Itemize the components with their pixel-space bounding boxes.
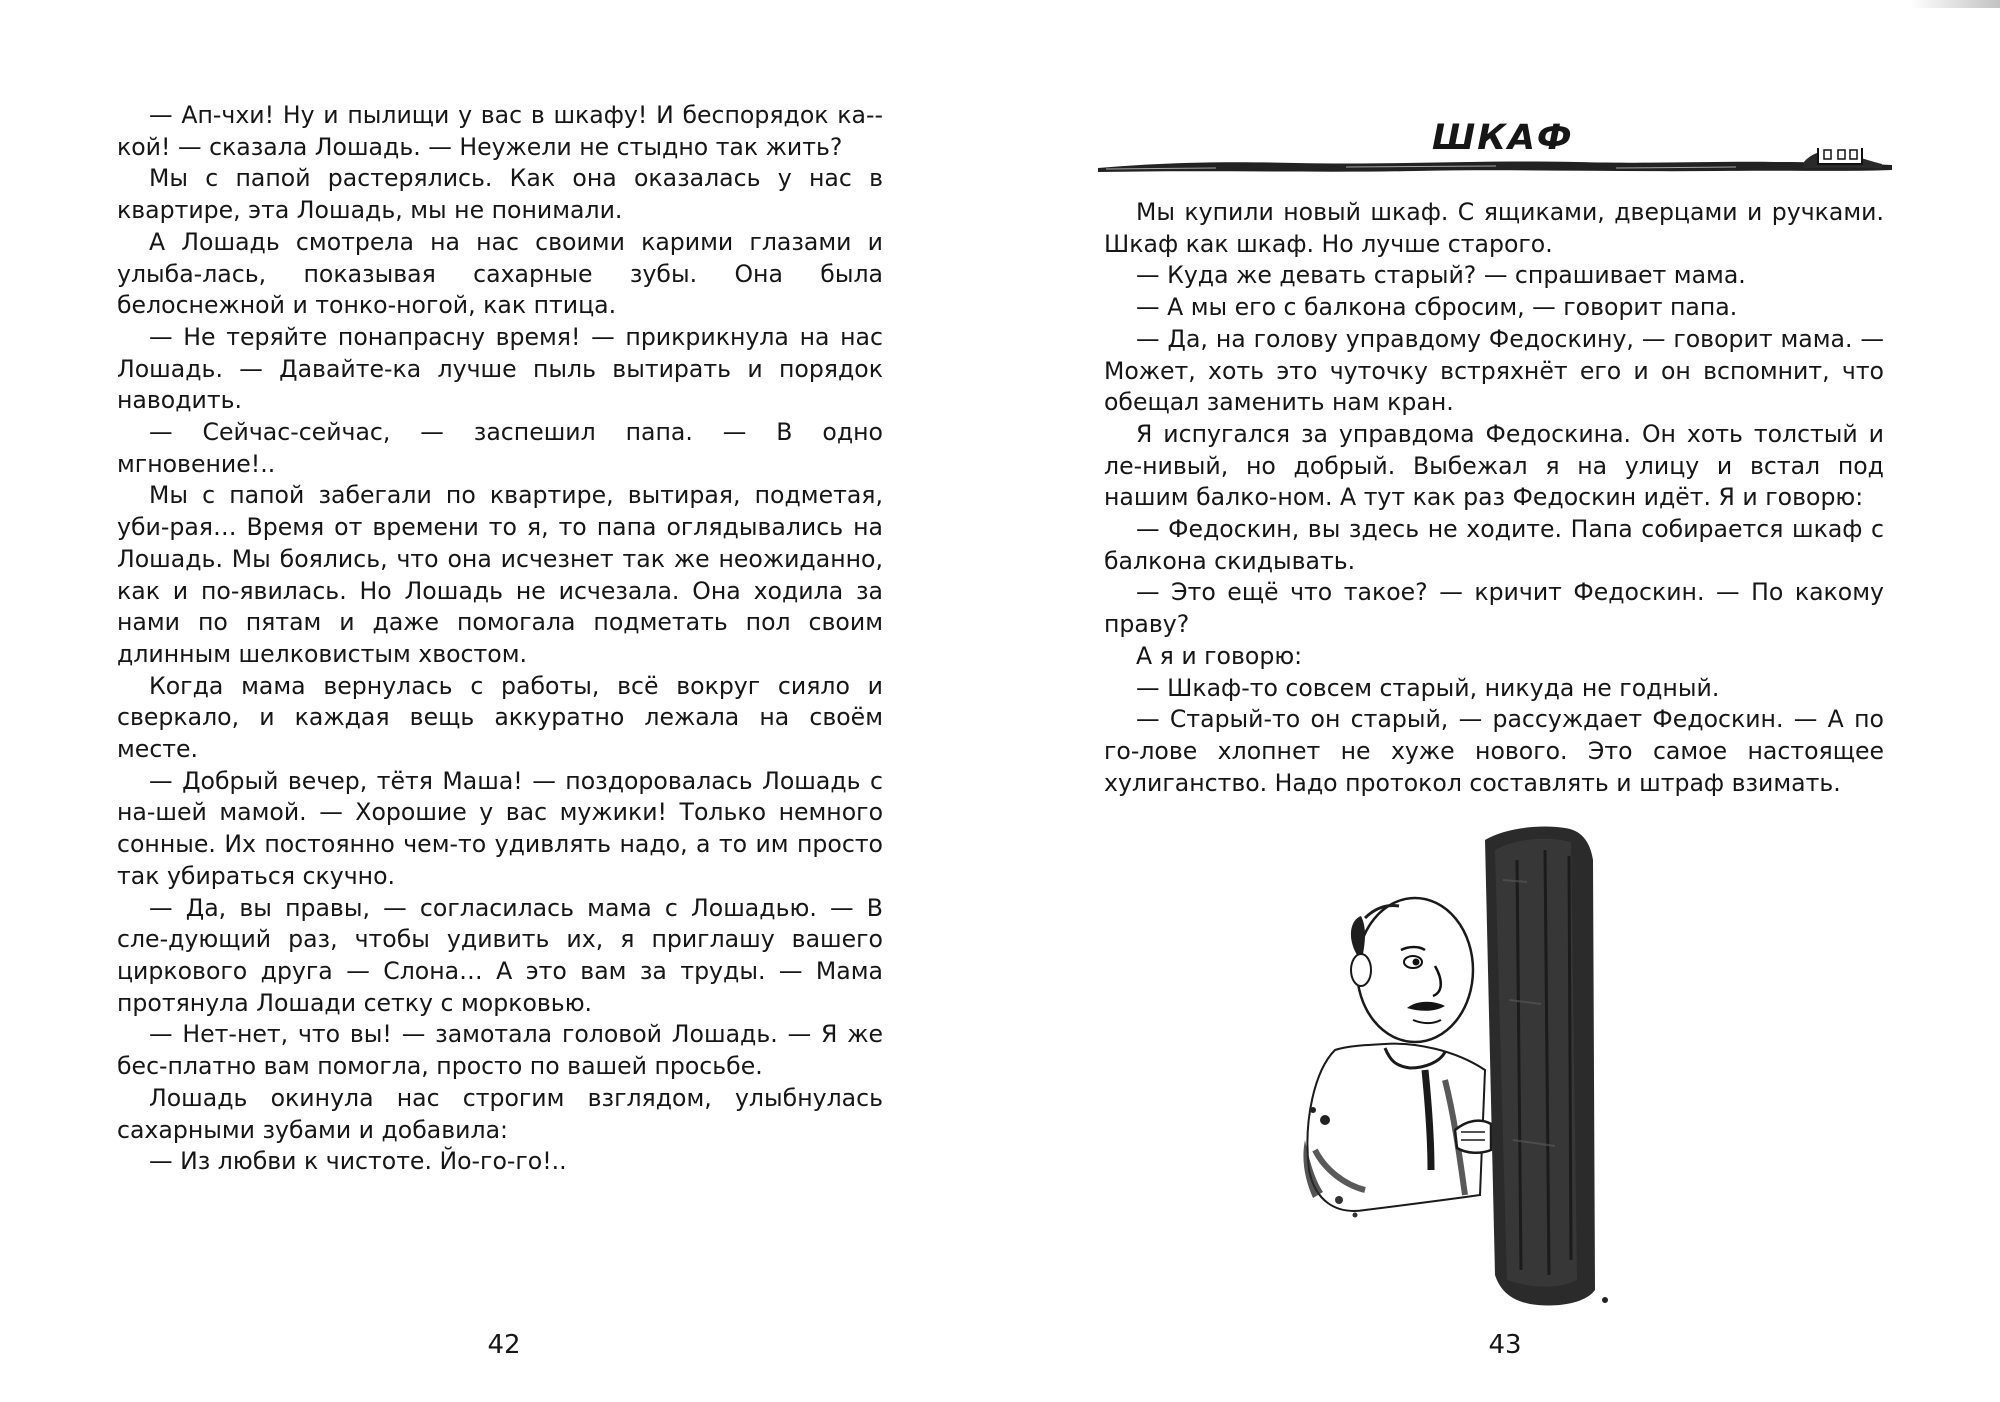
chapter-header (1096, 110, 1894, 180)
man-behind-wardrobe-illustration (1295, 820, 1655, 1310)
paragraph: Мы с папой растерялись. Как она оказалась у нас в квартире, эта Лошадь, мы не понимали. (117, 164, 883, 225)
paragraph: — Из любви к чистоте. Йо-го-го!.. (149, 1147, 567, 1176)
paragraph: — Сейчас-сейчас, — заспешил папа. — В одно мгновение!.. (117, 418, 883, 478)
page-number-left: 42 (487, 1330, 521, 1360)
right-page-text (1104, 197, 1884, 799)
page-number-right: 43 (1488, 1330, 1522, 1360)
paragraph: — Старый-то он старый, — рассуждает Федоскин. — А по го-лове хлопнет не хуже нового. Это самое настоящее хулиганство. Надо протокол составлять и штраф взимать. (1104, 705, 1884, 797)
paragraph: — А мы его с балкона сбросим, — говорит папа. (1136, 293, 1738, 322)
paragraph: — Нет-нет, что вы! — замотала головой Лошадь. — Я же бес-платно вам помогла, просто по вашей просьбе. (117, 1020, 883, 1081)
paragraph: Когда мама вернулась с работы, всё вокруг сияло и сверкало, и каждая вещь аккуратно лежала на своём месте. (117, 671, 883, 764)
paragraph: А я и говорю: (1136, 641, 1303, 670)
paragraph: — Федоскин, вы здесь не ходите. Папа собирается шкаф с балкона скидывать. (1104, 515, 1884, 575)
paragraph: — Да, вы правы, — согласилась мама с Лошадью. — В сле-дующий раз, чтобы удивить их, я приглашу вашего циркового друга — Слона… А это вам за труды. — Мама протянула Лошади сетку с морковью. (117, 893, 883, 1017)
paragraph: — Куда же девать старый? — спрашивает мама. (1136, 261, 1746, 290)
paragraph: — Да, на голову управдому Федоскину, — говорит мама. — Может, хоть это чуточку встряхнёт его и он вспомнит, что обещал заменить нам кран. (1104, 324, 1884, 417)
chapter-title: ШКАФ (1432, 118, 1574, 158)
right-page (1000, 0, 2000, 1402)
paragraph: Мы с папой забегали по квартире, вытирая, подметая, уби-рая… Время от времени то я, то папа оглядывались на Лошадь. Мы боялись, что она исчезнет так же неожиданно, как и по-явилась. Но Лошадь не исчезала. Она ходила за нами по пятам и даже помогала подметать пол своим длинным шелковистым хвостом. (117, 481, 883, 668)
paragraph: — Добрый вечер, тётя Маша! — поздоровалась Лошадь с на-шей мамой. — Хорошие у вас мужики! Только немного сонные. Их постоянно чем-то удивлять надо, а то им просто так убираться скучно. (117, 766, 883, 890)
paragraph: — Шкаф-то совсем старый, никуда не годный. (1136, 673, 1720, 702)
paragraph: — Ап-чхи! Ну и пылищи у вас в шкафу! И беспорядок ка-кой! — сказала Лошадь. — Неужели не стыдно так жить? (117, 101, 883, 161)
paragraph: Я испугался за управдома Федоскина. Он хоть толстый и ле-нивый, но добрый. Выбежал я на улицу и встал под нашим балко-ном. А тут как раз Федоскин идёт. Я и говорю: (1104, 419, 1884, 512)
paragraph: Лошадь окинула нас строгим взглядом, улыбнулась сахарными зубами и добавила: (117, 1083, 883, 1144)
paragraph: А Лошадь смотрела на нас своими карими глазами и улыба-лась, показывая сахарные зубы. Она была белоснежной и тонко-ногой, как птица. (117, 227, 883, 320)
house-on-hill-icon (1804, 148, 1882, 168)
paragraph: — Это ещё что такое? — кричит Федоскин. — По какому праву? (1104, 578, 1884, 639)
paragraph: — Не теряйте понапрасну время! — прикрикнула на нас Лошадь. — Давайте-ка лучше пыль вытирать и порядок наводить. (117, 322, 883, 415)
left-page-text (117, 100, 883, 1178)
paragraph: Мы купили новый шкаф. С ящиками, дверцами и ручками. Шкаф как шкаф. Но лучше старого. (1104, 198, 1884, 258)
